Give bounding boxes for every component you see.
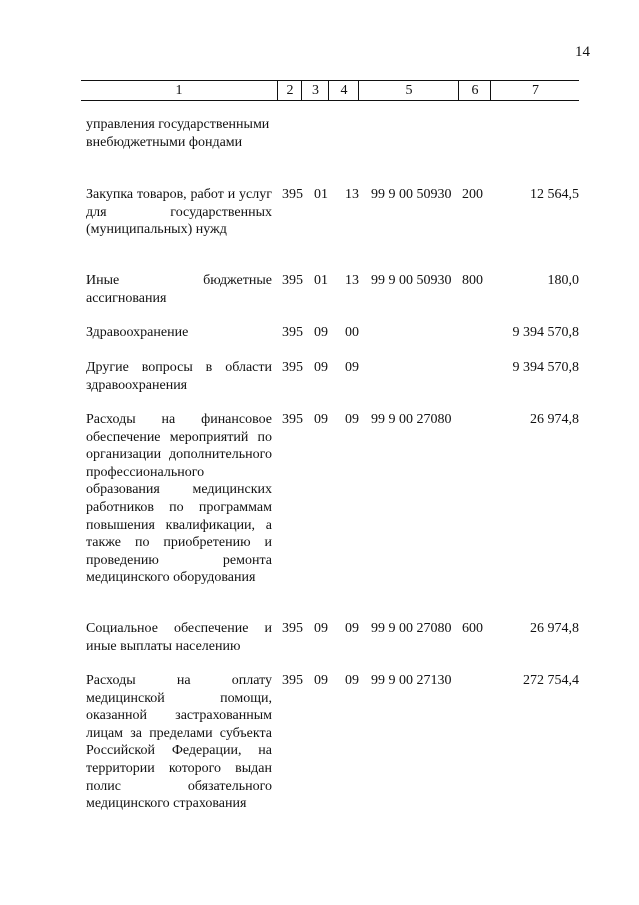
row-pr: 09 [345,360,359,375]
header-cell-5: 5 [358,81,459,100]
row-ved: 395 [282,325,303,340]
row-vr: 200 [462,187,483,202]
row-ved: 395 [282,673,303,688]
row-rz: 09 [314,325,328,340]
row-sum: 9 394 570,8 [512,325,579,340]
row-pr: 13 [345,187,359,202]
header-cell-4: 4 [328,81,359,100]
header-cell-2: 2 [277,81,302,100]
row-ved: 395 [282,273,303,288]
row-csr: 99 9 00 27130 [371,673,452,688]
row-name: управления государственными внебюджетными фондами [86,117,270,150]
row-sum: 12 564,5 [530,187,579,202]
row-name: Расходы на оплату медицинской помощи, оказанной застрахованным лицам за пределами субъекта Российской Федерации, на территории которого выдан полис обязательного медицинского страхования [86,673,272,812]
row-name: Здравоохранение [86,325,189,340]
row-name: Закупка товаров, работ и услуг для государственных (муниципальных) нужд [86,187,272,238]
table-header [81,80,579,101]
row-vr: 600 [462,621,483,636]
row-ved: 395 [282,412,303,427]
row-rz: 09 [314,673,328,688]
row-sum: 180,0 [547,273,579,288]
row-rz: 09 [314,621,328,636]
row-pr: 00 [345,325,359,340]
header-cell-7: 7 [490,81,580,100]
row-sum: 26 974,8 [530,412,579,427]
row-csr: 99 9 00 27080 [371,621,452,636]
row-rz: 09 [314,412,328,427]
row-pr: 09 [345,673,359,688]
row-rz: 01 [314,273,328,288]
row-csr: 99 9 00 27080 [371,412,452,427]
header-cell-3: 3 [301,81,329,100]
row-pr: 13 [345,273,359,288]
row-sum: 9 394 570,8 [512,360,579,375]
row-sum: 26 974,8 [530,621,579,636]
page-number: 14 [575,44,590,60]
row-ved: 395 [282,360,303,375]
row-rz: 09 [314,360,328,375]
row-name: Другие вопросы в области здравоохранения [86,360,272,393]
row-csr: 99 9 00 50930 [371,273,452,288]
row-pr: 09 [345,621,359,636]
header-cell-1: 1 [175,83,183,98]
row-rz: 01 [314,187,328,202]
row-csr: 99 9 00 50930 [371,187,452,202]
row-sum: 272 754,4 [523,673,579,688]
row-name: Социальное обеспечение и иные выплаты населению [86,621,272,654]
row-ved: 395 [282,621,303,636]
header-cell-6: 6 [458,81,491,100]
row-vr: 800 [462,273,483,288]
row-name: Иные бюджетные ассигнования [86,273,272,306]
row-pr: 09 [345,412,359,427]
row-name: Расходы на финансовое обеспечение мероприятий по организации дополнительного профессионального образования медицинских работников по программам повышения квалификации, а также по приобретению и проведению ремонта медицинского оборудования [86,412,272,586]
row-ved: 395 [282,187,303,202]
